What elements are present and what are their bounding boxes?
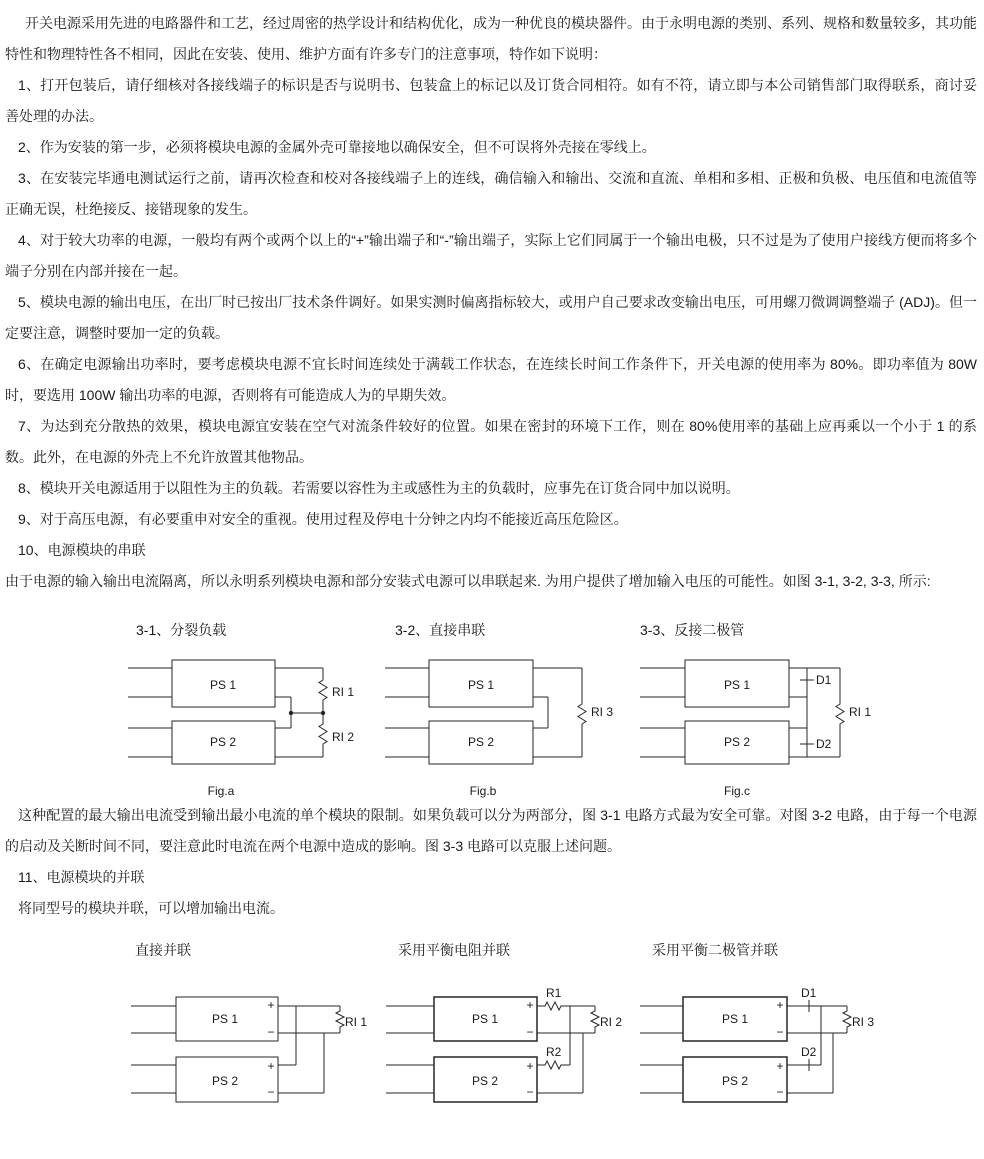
para-item-7: 7、为达到充分散热的效果，模块电源宜安装在空气对流条件较好的位置。如果在密封的环境下工作，则在 80%使用率的基础上应再乘以一个小于 1 的系数。此外，在电源的外壳上不允许放置其他物品。 — [5, 418, 977, 465]
para-item-6: 6、在确定电源输出功率时，要考虑模块电源不宜长时间连续处于满载工作状态，在连续长时间工作条件下，开关电源的使用率为 80%。即功率值为 80W 时，要选用 100W 输出功率的电源，否则将有可能造成人为的早期失效。 — [5, 356, 977, 403]
para-item-5: 5、模块电源的输出电压，在出厂时已按出厂技术条件调好。如果实测时偏离指标较大，或用户自己要求改变输出电压，可用螺刀微调调整端子 (ADJ)。但一定要注意，调整时要加一定的负载。 — [5, 294, 977, 341]
fig-c-label: Fig.c — [723, 784, 751, 798]
fig-b-label: Fig.b — [469, 784, 497, 798]
parallel-b-r1-label: R1 — [546, 986, 562, 1000]
para-section-11-heading: 11、电源模块的并联 — [18, 869, 145, 885]
resistor-ri2 — [591, 1006, 599, 1033]
diagram-direct-parallel — [128, 985, 378, 1117]
resistor-r2 — [537, 1061, 570, 1069]
caption-fig-3-3: 3-3、反接二极管 — [640, 622, 745, 638]
para-item-3: 3、在安装完毕通电测试运行之前，请再次检查和校对各接线端子上的连线，确信输入和输出、交流和直流、单相和多相、正极和负极、电压值和电流值等正确无误，杜绝接反、接错现象的发生。 — [5, 170, 977, 217]
fig-b-ps1-label: PS 1 — [467, 678, 495, 692]
parallel-figures-row — [5, 934, 977, 1117]
fig-c-ps1-label: PS 1 — [723, 678, 751, 692]
fig-c-d1-label: D1 — [816, 673, 832, 687]
fig-a-label: Fig.a — [207, 784, 235, 798]
para-item-4: 4、对于较大功率的电源，一般均有两个或两个以上的“+”输出端子和“-”输出端子，实际上它们同属于一个输出电极，只不过是为了使用户接线方便而将多个端子分别在内部并接在一起。 — [5, 232, 977, 279]
ps1-plus-terminal: + — [776, 998, 784, 1012]
junction-dot — [289, 711, 293, 715]
parallel-c-ps2-label: PS 2 — [721, 1074, 749, 1088]
fig-a-ri1-label: RI 1 — [332, 685, 355, 699]
diagram-split-load — [128, 652, 368, 800]
fig-c-ps2-label: PS 2 — [723, 735, 751, 749]
diagram-direct-series — [385, 652, 620, 800]
caption-balance-resistor-parallel: 采用平衡电阻并联 — [398, 942, 510, 958]
parallel-c-d2-label: D2 — [801, 1045, 817, 1059]
parallel-a-ri1-label: RI 1 — [345, 1015, 368, 1029]
resistor-ri1 — [319, 668, 327, 713]
ps1-plus-terminal: + — [526, 998, 534, 1012]
resistor-r1 — [537, 1002, 570, 1010]
fig-a-ps2-label: PS 2 — [209, 735, 237, 749]
resistor-ri3 — [578, 668, 586, 757]
fig-a-ps1-label: PS 1 — [209, 678, 237, 692]
caption-fig-3-1: 3-1、分裂负载 — [136, 622, 227, 638]
caption-fig-3-2: 3-2、直接串联 — [395, 622, 486, 638]
para-item-9: 9、对于高压电源，有必要重申对安全的重视。使用过程及停电十分钟之内均不能接近高压危险区。 — [18, 511, 628, 527]
para-item-8: 8、模块开关电源适用于以阻性为主的负载。若需要以容性为主或感性为主的负载时，应事先在订货合同中加以说明。 — [18, 480, 740, 496]
para-series-note: 这种配置的最大输出电流受到输出最小电流的单个模块的限制。如果负载可以分为两部分，图 3-1 电路方式最为安全可靠。对图 3-2 电路，由于每一个电源的启动及关断时间不同，要注意此时电流在两个电源中造成的影响。图 3-3 电路可以克服上述问题。 — [5, 807, 977, 854]
ps2-plus-terminal: + — [776, 1059, 784, 1073]
series-figures-row — [5, 618, 977, 800]
para-item-2: 2、作为安装的第一步，必须将模块电源的金属外壳可靠接地以确保安全，但不可误将外壳接在零线上。 — [18, 139, 656, 155]
parallel-a-ps2-label: PS 2 — [211, 1074, 239, 1088]
fig-b-ri3-label: RI 3 — [591, 705, 614, 719]
resistor-ri1 — [336, 1006, 344, 1033]
parallel-b-ps1-label: PS 1 — [471, 1012, 499, 1026]
resistor-ri2 — [319, 713, 327, 757]
parallel-c-ps1-label: PS 1 — [721, 1012, 749, 1026]
diagram-balance-diode-parallel — [625, 985, 881, 1117]
fig-c-d2-label: D2 — [816, 737, 832, 751]
parallel-b-ri2-label: RI 2 — [600, 1015, 623, 1029]
ps1-minus-terminal: − — [267, 1025, 275, 1039]
para-section-10-heading: 10、电源模块的串联 — [18, 542, 146, 558]
diagram-anti-diode — [625, 652, 881, 800]
para-intro: 开关电源采用先进的电路器件和工艺，经过周密的热学设计和结构优化，成为一种优良的模块器件。由于永明电源的类别、系列、规格和数量较多，其功能特性和物理特性各不相同，因此在安装、使用、维护方面有许多专门的注意事项，特作如下说明： — [5, 15, 977, 62]
resistor-ri3 — [843, 1006, 851, 1033]
ps1-minus-terminal: − — [776, 1025, 784, 1039]
caption-direct-parallel: 直接并联 — [135, 942, 191, 958]
ps1-plus-terminal: + — [267, 998, 275, 1012]
resistor-ri1 — [836, 668, 844, 757]
parallel-b-r2-label: R2 — [546, 1045, 562, 1059]
ps2-plus-terminal: + — [267, 1059, 275, 1073]
parallel-b-ps2-label: PS 2 — [471, 1074, 499, 1088]
parallel-c-ri3-label: RI 3 — [852, 1015, 875, 1029]
caption-balance-diode-parallel: 采用平衡二极管并联 — [652, 942, 778, 958]
diagram-balance-resistor-parallel — [383, 985, 628, 1117]
para-parallel-desc: 将同型号的模块并联，可以增加输出电流。 — [18, 900, 284, 916]
fig-a-ri2-label: RI 2 — [332, 730, 355, 744]
fig-b-ps2-label: PS 2 — [467, 735, 495, 749]
ps2-minus-terminal: − — [526, 1085, 534, 1099]
junction-dot — [321, 711, 325, 715]
ps2-minus-terminal: − — [267, 1085, 275, 1099]
fig-c-ri1-label: RI 1 — [849, 705, 872, 719]
parallel-c-d1-label: D1 — [801, 986, 817, 1000]
para-item-1: 1、打开包装后，请仔细核对各接线端子的标识是否与说明书、包装盒上的标记以及订货合同相符。如有不符，请立即与本公司销售部门取得联系，商讨妥善处理的办法。 — [5, 77, 977, 124]
ps1-minus-terminal: − — [526, 1025, 534, 1039]
para-series-desc: 由于电源的输入输出电流隔离，所以永明系列模块电源和部分安装式电源可以串联起来. 为用户提供了增加输入电压的可能性。如图 3-1, 3-2, 3-3, 所示: — [5, 573, 931, 589]
parallel-a-ps1-label: PS 1 — [211, 1012, 239, 1026]
ps2-plus-terminal: + — [526, 1059, 534, 1073]
ps2-minus-terminal: − — [776, 1085, 784, 1099]
